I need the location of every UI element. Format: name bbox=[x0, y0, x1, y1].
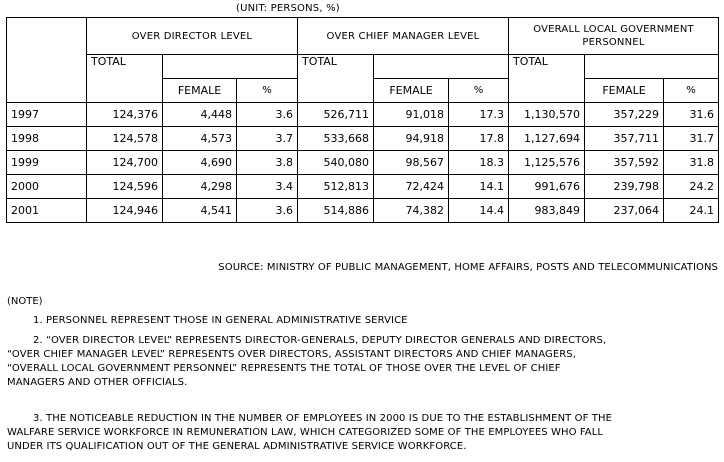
female-header-overall: FEMALE bbox=[585, 79, 664, 103]
table-cell: 31.8 bbox=[664, 151, 719, 175]
table-cell: 3.8 bbox=[237, 151, 298, 175]
female-header-chief: FEMALE bbox=[374, 79, 449, 103]
table-cell: 24.1 bbox=[664, 199, 719, 223]
pct-header-chief: % bbox=[449, 79, 509, 103]
table-cell: 237,064 bbox=[585, 199, 664, 223]
table-cell: 17.8 bbox=[449, 127, 509, 151]
table-cell: 31.6 bbox=[664, 103, 719, 127]
total-header-row bbox=[7, 55, 719, 79]
year-cell: 1998 bbox=[7, 127, 87, 151]
total-header-chief: TOTAL bbox=[298, 55, 374, 103]
year-cell: 2001 bbox=[7, 199, 87, 223]
blank-header-overall bbox=[585, 55, 719, 79]
table-cell: 514,886 bbox=[298, 199, 374, 223]
table-cell: 4,541 bbox=[163, 199, 237, 223]
note-2-line-4: MANAGERS AND OTHER OFFICIALS. bbox=[7, 377, 188, 388]
table-cell: 14.4 bbox=[449, 199, 509, 223]
group-header-overall bbox=[509, 18, 719, 55]
note-2-line-3: “OVERALL LOCAL GOVERNMENT PERSONNEL” REPRESENTS THE TOTAL OF THOSE OVER THE LEVEL OF CHIEF bbox=[7, 363, 561, 374]
table-cell: 526,711 bbox=[298, 103, 374, 127]
table-cell: 124,578 bbox=[87, 127, 163, 151]
note-2 bbox=[7, 334, 719, 390]
note-3-line-2: WALFARE SERVICE WORKFORCE IN REMUNERATION LAW, WHICH CATEGORIZED SOME OF THE EMPLOYEES WHO FALL bbox=[7, 427, 604, 438]
table-cell: 3.6 bbox=[237, 103, 298, 127]
table-cell: 4,690 bbox=[163, 151, 237, 175]
table-cell: 983,849 bbox=[509, 199, 585, 223]
group-header-row bbox=[7, 18, 719, 55]
note-3 bbox=[7, 412, 719, 454]
table-cell: 124,596 bbox=[87, 175, 163, 199]
table-row bbox=[7, 103, 719, 127]
pct-header-overall: % bbox=[664, 79, 719, 103]
table-cell: 512,813 bbox=[298, 175, 374, 199]
table-cell: 4,573 bbox=[163, 127, 237, 151]
table-cell: 3.6 bbox=[237, 199, 298, 223]
table-cell: 3.4 bbox=[237, 175, 298, 199]
note-2-line-1: 2. “OVER DIRECTOR LEVEL” REPRESENTS DIRECTOR-GENERALS, DEPUTY DIRECTOR GENERALS AND DIRECTORS, bbox=[33, 335, 607, 346]
table-cell: 124,946 bbox=[87, 199, 163, 223]
table-cell: 98,567 bbox=[374, 151, 449, 175]
blank-header-chief bbox=[374, 55, 509, 79]
table-cell: 18.3 bbox=[449, 151, 509, 175]
table-cell: 91,018 bbox=[374, 103, 449, 127]
group-header-chief: OVER CHIEF MANAGER LEVEL bbox=[298, 18, 509, 55]
table-cell: 72,424 bbox=[374, 175, 449, 199]
table-cell: 1,130,570 bbox=[509, 103, 585, 127]
table-cell: 239,798 bbox=[585, 175, 664, 199]
pct-header-director: % bbox=[237, 79, 298, 103]
year-cell: 1999 bbox=[7, 151, 87, 175]
table-cell: 540,080 bbox=[298, 151, 374, 175]
table-cell: 124,700 bbox=[87, 151, 163, 175]
table-cell: 357,229 bbox=[585, 103, 664, 127]
table-cell: 1,125,576 bbox=[509, 151, 585, 175]
table-cell: 31.7 bbox=[664, 127, 719, 151]
table-cell: 1,127,694 bbox=[509, 127, 585, 151]
note-1 bbox=[7, 314, 719, 328]
table-cell: 357,592 bbox=[585, 151, 664, 175]
table-cell: 14.1 bbox=[449, 175, 509, 199]
table-cell: 124,376 bbox=[87, 103, 163, 127]
table-cell: 94,918 bbox=[374, 127, 449, 151]
total-header-overall: TOTAL bbox=[509, 55, 585, 103]
table-cell: 3.7 bbox=[237, 127, 298, 151]
note-2-line-2: “OVER CHIEF MANAGER LEVEL” REPRESENTS OVER DIRECTORS, ASSISTANT DIRECTORS AND CHIEF MANAGERS, bbox=[7, 349, 577, 360]
note-3-line-1: 3. THE NOTICEABLE REDUCTION IN THE NUMBER OF EMPLOYEES IN 2000 IS DUE TO THE ESTABLISHMENT OF THE bbox=[33, 413, 612, 424]
table-cell: 357,711 bbox=[585, 127, 664, 151]
note-3-line-3: UNDER ITS QUALIFICATION OUT OF THE GENERAL ADMINISTRATIVE SERVICE WORKFORCE. bbox=[7, 441, 467, 452]
table-cell: 4,448 bbox=[163, 103, 237, 127]
group-header-director: OVER DIRECTOR LEVEL bbox=[87, 18, 298, 55]
female-header-director: FEMALE bbox=[163, 79, 237, 103]
table-row bbox=[7, 175, 719, 199]
table-row bbox=[7, 127, 719, 151]
table-cell: 533,668 bbox=[298, 127, 374, 151]
source-text: SOURCE: MINISTRY OF PUBLIC MANAGEMENT, HOME AFFAIRS, POSTS AND TELECOMMUNICATIONS bbox=[218, 262, 718, 273]
unit-label: (UNIT: PERSONS, %) bbox=[236, 3, 340, 14]
total-header-director: TOTAL bbox=[87, 55, 163, 103]
year-cell: 2000 bbox=[7, 175, 87, 199]
table-cell: 17.3 bbox=[449, 103, 509, 127]
statistics-table bbox=[6, 17, 719, 223]
year-cell: 1997 bbox=[7, 103, 87, 127]
table-row bbox=[7, 151, 719, 175]
table-cell: 991,676 bbox=[509, 175, 585, 199]
year-header-cell bbox=[7, 18, 87, 103]
table-cell: 4,298 bbox=[163, 175, 237, 199]
note-1-text: 1. PERSONNEL REPRESENT THOSE IN GENERAL ADMINISTRATIVE SERVICE bbox=[33, 315, 408, 326]
group-header-overall-line2: PERSONNEL bbox=[582, 37, 645, 48]
table-cell: 74,382 bbox=[374, 199, 449, 223]
table-cell: 24.2 bbox=[664, 175, 719, 199]
note-title: (NOTE) bbox=[7, 296, 43, 307]
table-row bbox=[7, 199, 719, 223]
blank-header-director bbox=[163, 55, 298, 79]
group-header-overall-line1: OVERALL LOCAL GOVERNMENT bbox=[533, 24, 694, 35]
